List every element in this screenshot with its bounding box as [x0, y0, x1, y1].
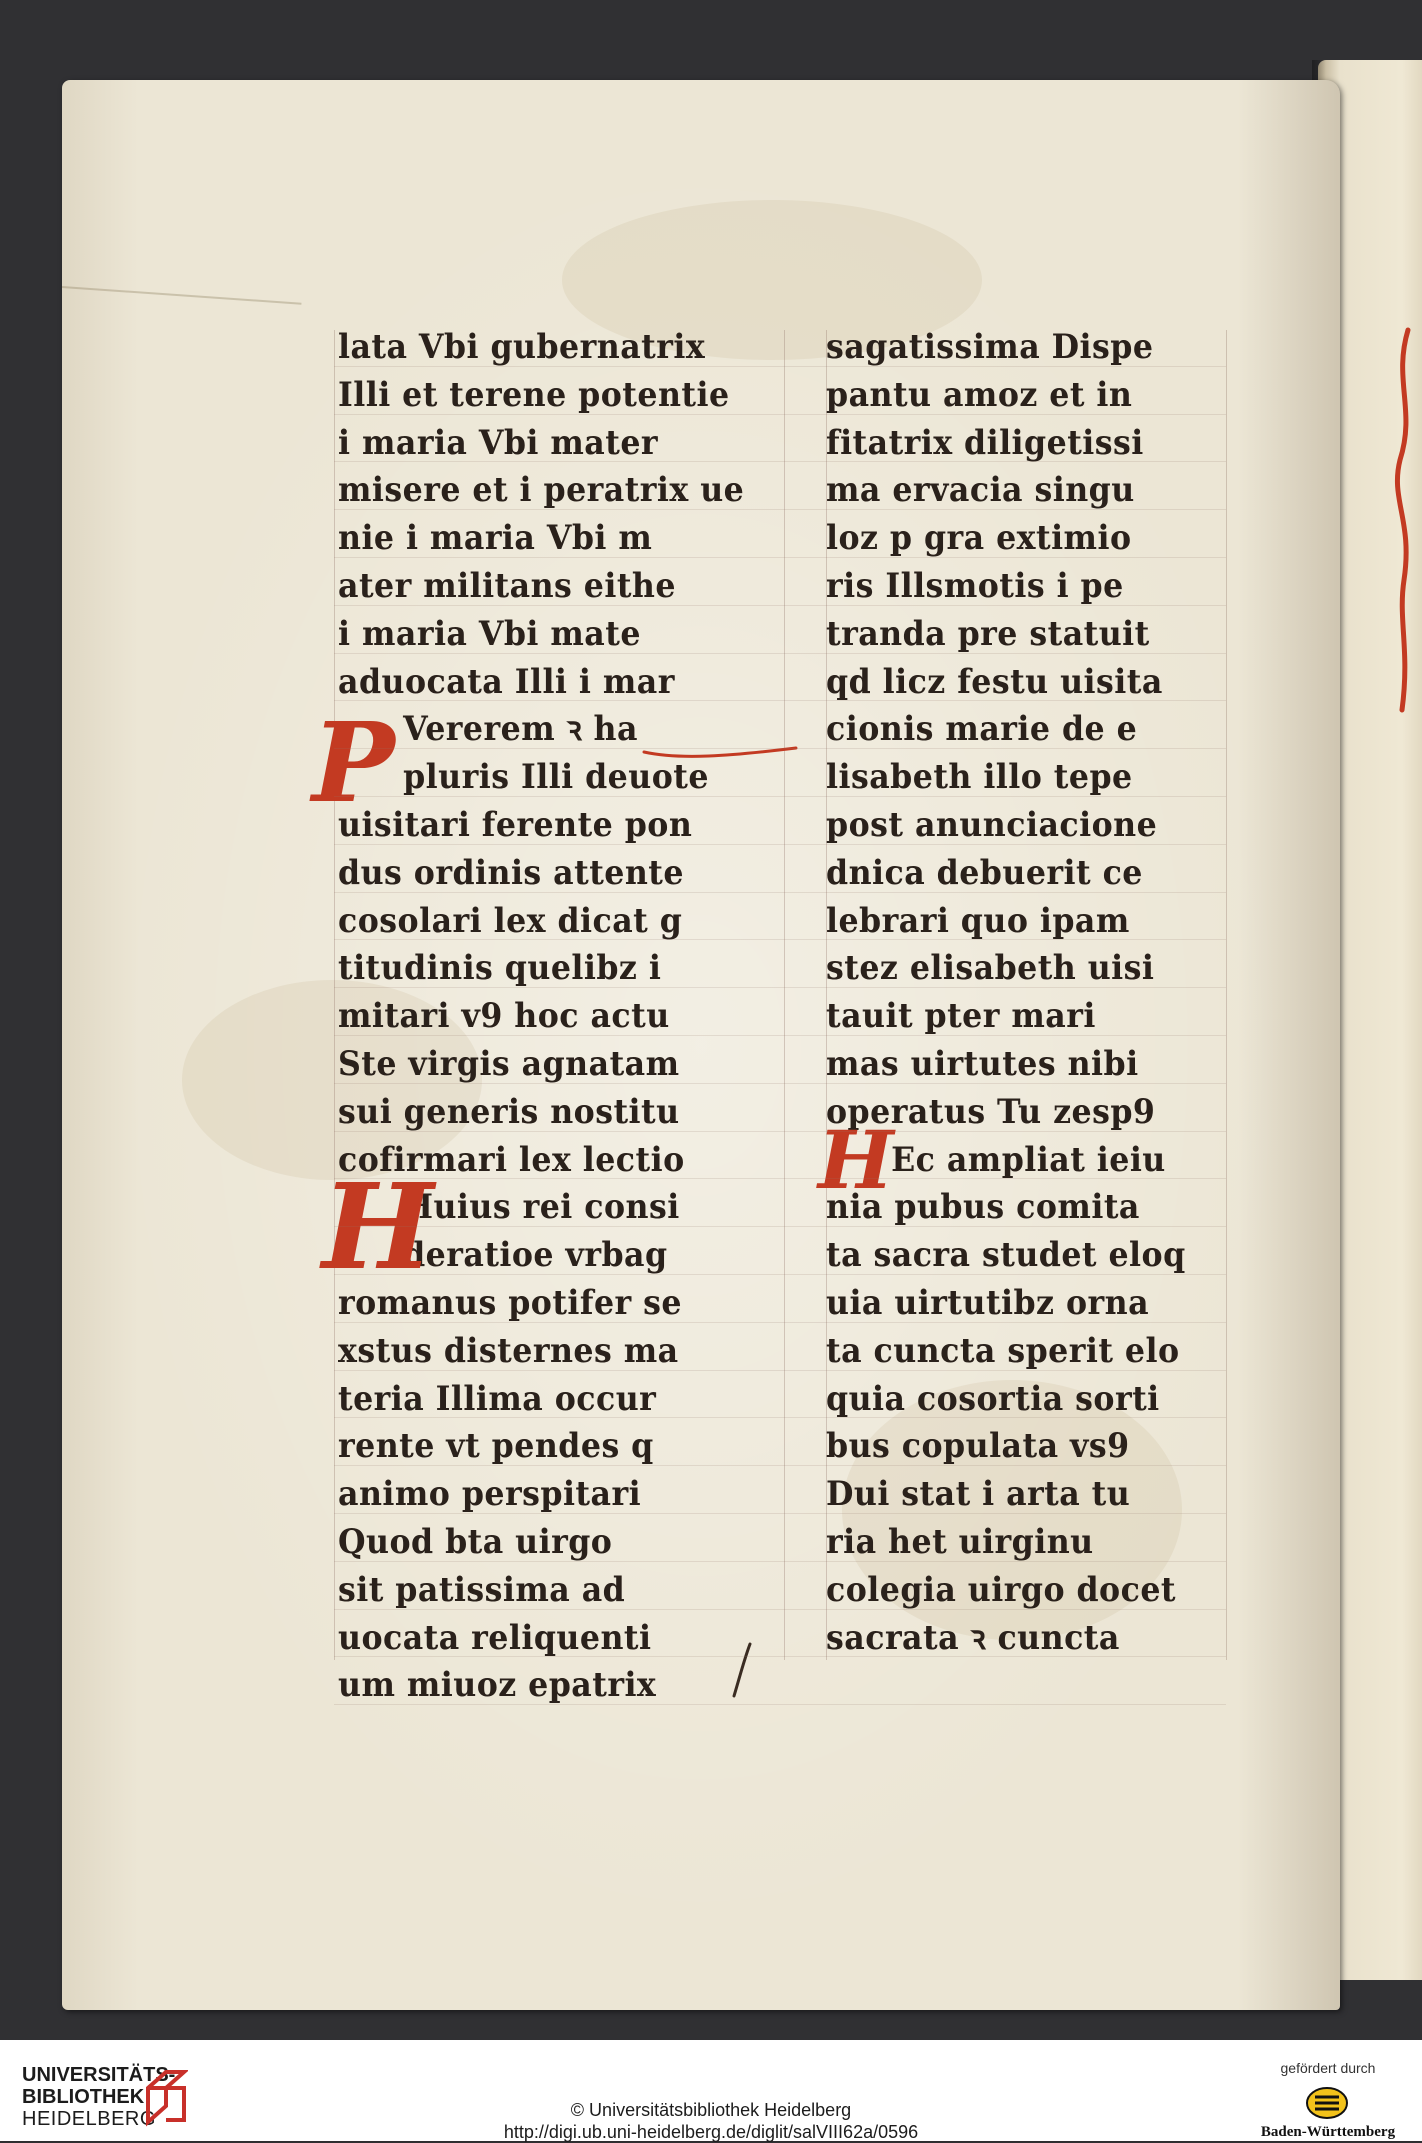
- ruling-line: [334, 1226, 1226, 1227]
- text-line: mas uirtutes nibi: [826, 1043, 1139, 1084]
- ruling-line: [334, 653, 1226, 654]
- baden-wuerttemberg-crest-icon: [1305, 2086, 1349, 2120]
- right-text-column: [826, 324, 1286, 1662]
- text-line: uia uirtutibz orna: [826, 1282, 1150, 1323]
- text-line: pantu amoz et in: [826, 374, 1133, 415]
- text-line: tauit pter mari: [826, 996, 1096, 1037]
- text-line: sacrata ꝛ cuncta: [826, 1617, 1120, 1658]
- text-line: xstus disternes ma: [338, 1330, 679, 1371]
- copyright-notice: © Universitätsbibliothek Heidelberg: [570, 2100, 852, 2120]
- text-line: ta sacra studet eloq: [826, 1235, 1186, 1276]
- ruling-line: [334, 1178, 1226, 1179]
- library-name-line: HEIDELBERG: [22, 2108, 156, 2130]
- text-line: uocata reliquenti: [338, 1617, 652, 1658]
- text-line: ma ervacia singu: [826, 470, 1135, 511]
- ruling-line: [334, 1083, 1226, 1084]
- text-line: Vererem ꝛ ha: [403, 709, 638, 750]
- text-line: qd licz festu uisita: [826, 661, 1163, 702]
- text-line: misere et i peratrix ue: [338, 470, 745, 511]
- next-leaf-rubric-mark: [1388, 320, 1422, 720]
- ruling-line: [334, 1274, 1226, 1275]
- ruling-line: [334, 1370, 1226, 1371]
- ruling-line: [334, 892, 1226, 893]
- text-line: cosolari lex dicat g: [338, 900, 683, 941]
- text-line: nie i maria Vbi m: [338, 518, 653, 559]
- ruling-line: [334, 330, 335, 1660]
- initial-h-right: H: [818, 1113, 894, 1207]
- text-line: mitari v9 hoc actu: [338, 996, 670, 1037]
- line-filler-stroke: [728, 1640, 758, 1700]
- sponsor-name: Baden-Württemberg: [1260, 2124, 1396, 2140]
- ruling-line: [334, 1656, 1226, 1657]
- text-line: teria Illima occur: [338, 1378, 657, 1419]
- permalink-url[interactable]: http://digi.ub.uni-heidelberg.de/diglit/salVIII62a/0596: [503, 2122, 919, 2142]
- text-line: loz p gra extimio: [826, 518, 1132, 559]
- library-name-line: BIBLIOTHEK: [22, 2086, 145, 2108]
- text-line: titudinis quelibz i: [338, 948, 662, 989]
- ruling-line: [334, 461, 1226, 462]
- text-line: ris Illsmotis i pe: [826, 565, 1124, 606]
- text-line: post anunciacione: [826, 804, 1158, 845]
- ruling-line: [334, 366, 1226, 367]
- text-line: Illi et terene potentie: [338, 374, 730, 415]
- ruling-line: [334, 1131, 1226, 1132]
- text-line: cionis marie de e: [826, 709, 1138, 750]
- text-line: sagatissima Dispe: [826, 327, 1154, 367]
- text-line: ater militans eithe: [338, 565, 676, 606]
- text-line: um miuoz epatrix: [338, 1665, 657, 1706]
- text-line: lata Vbi gubernatrix: [338, 327, 706, 367]
- text-line: deratioe vrbag: [403, 1235, 668, 1276]
- text-line: dus ordinis attente: [338, 852, 684, 893]
- text-line: Quod bta uirgo: [338, 1521, 613, 1562]
- text-line: ta cuncta sperit elo: [826, 1330, 1180, 1371]
- text-line: Ec ampliat ieiu: [891, 1139, 1166, 1180]
- text-line: Ste virgis agnatam: [338, 1043, 680, 1084]
- ruling-line: [334, 1322, 1226, 1323]
- viewer-footer: [0, 2040, 1422, 2141]
- ruling-line: [334, 1704, 1226, 1705]
- text-line: i maria Vbi mater: [338, 422, 659, 463]
- text-line: fitatrix diligetissi: [826, 422, 1144, 463]
- text-line: Huius rei consi: [403, 1187, 680, 1228]
- text-line: lisabeth illo tepe: [826, 757, 1133, 798]
- text-line: i maria Vbi mate: [338, 613, 641, 654]
- text-line: stez elisabeth uisi: [826, 948, 1155, 989]
- text-line: cofirmari lex lectio: [338, 1139, 685, 1180]
- ruling-line: [334, 1513, 1226, 1514]
- text-line: nia pubus comita: [826, 1187, 1140, 1228]
- text-line: lebrari quo ipam: [826, 900, 1130, 941]
- ruling-line: [334, 844, 1226, 845]
- rubric-flourish: [640, 730, 800, 770]
- text-line: dnica debuerit ce: [826, 852, 1143, 893]
- ruling-line: [334, 1561, 1226, 1562]
- ruling-line: [334, 987, 1226, 988]
- ruling-line: [334, 605, 1226, 606]
- text-line: ria het uirginu: [826, 1521, 1094, 1562]
- ruling-line: [334, 939, 1226, 940]
- text-line: Dui stat i arta tu: [826, 1474, 1131, 1515]
- text-line: animo perspitari: [338, 1474, 642, 1515]
- ruling-line: [334, 1609, 1226, 1610]
- ruling-line: [334, 509, 1226, 510]
- ruling-line: [334, 748, 1226, 749]
- ruling-line: [334, 1035, 1226, 1036]
- text-line: rente vt pendes q: [338, 1426, 654, 1467]
- sponsor-label: gefördert durch: [1280, 2060, 1376, 2076]
- text-line: sui generis nostitu: [338, 1091, 680, 1132]
- text-line: tranda pre statuit: [826, 613, 1150, 654]
- text-line: operatus Tu zesp9: [826, 1091, 1156, 1132]
- text-line: bus copulata vs9: [826, 1426, 1130, 1467]
- ruling-line: [334, 796, 1226, 797]
- ruling-line: [334, 414, 1226, 415]
- text-line: pluris Illi deuote: [403, 757, 709, 798]
- ruling-line: [334, 557, 1226, 558]
- ruling-line: [334, 700, 1226, 701]
- ruling-line: [334, 1417, 1226, 1418]
- text-line: uisitari ferente pon: [338, 804, 693, 845]
- left-text-column: [338, 324, 798, 1710]
- initial-p: P: [312, 698, 395, 827]
- ruling-line: [334, 1465, 1226, 1466]
- initial-h-left: H: [322, 1157, 434, 1296]
- text-line: romanus potifer se: [338, 1282, 682, 1323]
- library-name-line: UNIVERSITÄTS-: [22, 2064, 176, 2086]
- text-line: sit patissima ad: [338, 1569, 626, 1610]
- text-line: colegia uirgo docet: [826, 1569, 1176, 1610]
- text-line: quia cosortia sorti: [826, 1378, 1160, 1419]
- text-line: aduocata Illi i mar: [338, 661, 675, 702]
